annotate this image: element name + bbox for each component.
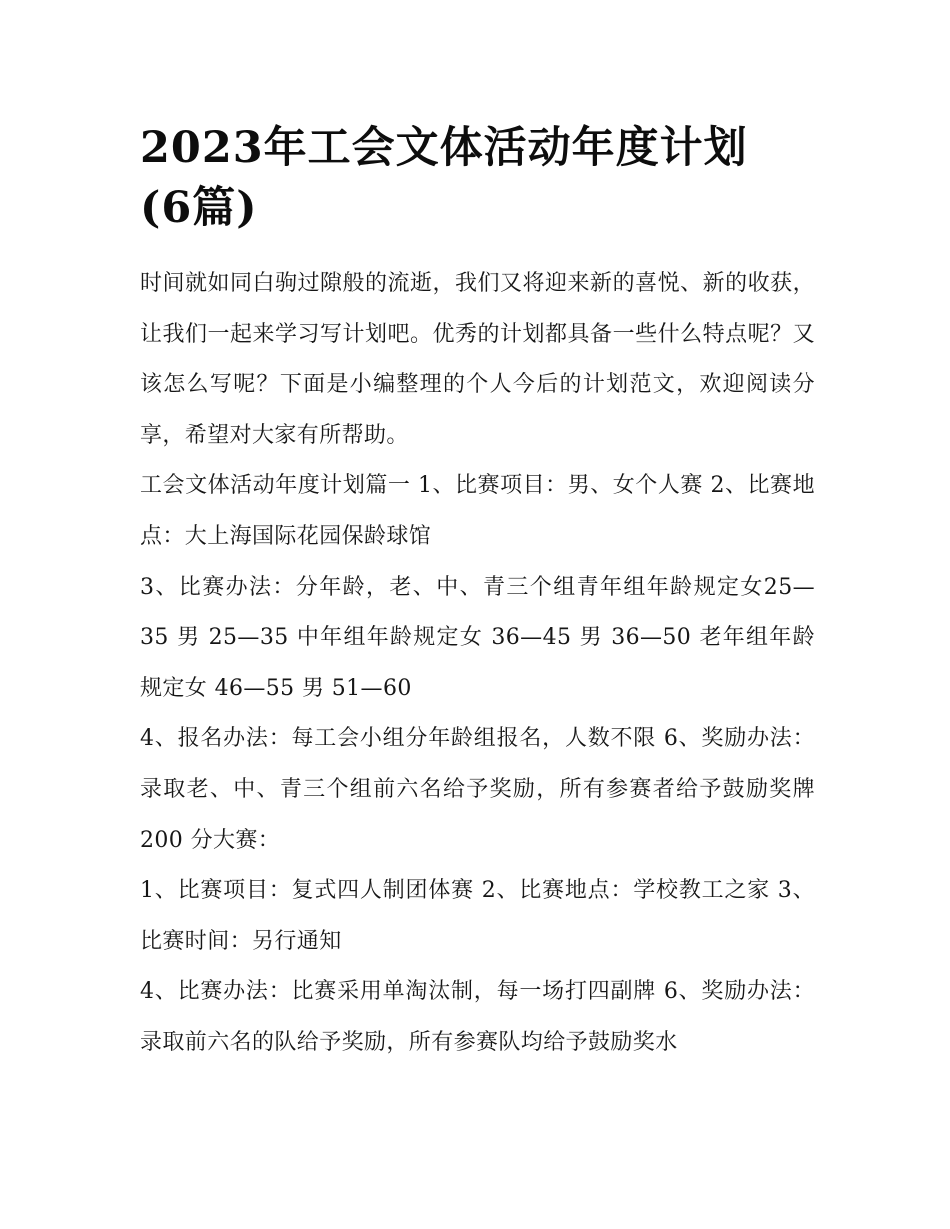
- title-line: 2023年工会文体活动年度计划: [140, 123, 748, 173]
- document-body: [140, 259, 815, 1069]
- document-content: [140, 118, 815, 1069]
- text-line: 1、比赛项目：复式四人制团体赛 2、比赛地点：学校教工之: [140, 878, 748, 904]
- paragraph-competition-method: [140, 563, 815, 715]
- text-line: 工会文体活动年度计划篇一 1、比赛项目：男、女个人赛 2、: [140, 473, 748, 499]
- paragraph-elimination-method: [140, 967, 815, 1068]
- paragraph-competition-items: [140, 461, 815, 562]
- text-line: 范文，欢迎阅读分享，希望对大家有所帮助。: [140, 372, 816, 448]
- text-line: 么特点呢？又该怎么写呢？下面是小编整理的个人今后的计划: [140, 321, 815, 398]
- paragraph-team-competition: [140, 866, 815, 967]
- text-line: 家 3、比赛时间：另行通知: [140, 878, 815, 954]
- text-line: 3、比赛办法：分年龄，老、中、青三个组青年组年龄规定女: [140, 574, 764, 600]
- text-line: 予鼓励奖牌 200 分大赛：: [140, 776, 815, 853]
- text-line: 比赛地点：大上海国际花园保龄球馆: [140, 473, 815, 549]
- document-title: [140, 118, 815, 238]
- text-line: 4、报名办法：每工会小组分年龄组报名，人数不限 6、奖励: [140, 726, 748, 752]
- text-line: 龄规定女 46—55 男 51—60: [140, 625, 815, 701]
- text-line: 办法：录取老、中、青三个组前六名给予奖励，所有参赛者给: [140, 726, 815, 802]
- text-line: 时间就如同白驹过隙般的流逝，我们又将迎来新的喜悦、新的: [140, 271, 748, 296]
- text-line: 办法：录取前六名的队给予奖励，所有参赛队均给予鼓励奖水: [140, 979, 815, 1055]
- intro-paragraph: [140, 259, 815, 461]
- paragraph-registration: [140, 714, 815, 866]
- text-line: 25—35 男 25—35 中年组年龄规定女 36—45 男 36—50 老年组年: [140, 574, 815, 651]
- text-line: 收获，让我们一起来学习写计划吧。优秀的计划都具备一些什: [140, 271, 815, 347]
- text-line: 4、比赛办法：比赛采用单淘汰制，每一场打四副牌 6、奖励: [140, 979, 748, 1005]
- title-line: (6篇): [140, 183, 258, 233]
